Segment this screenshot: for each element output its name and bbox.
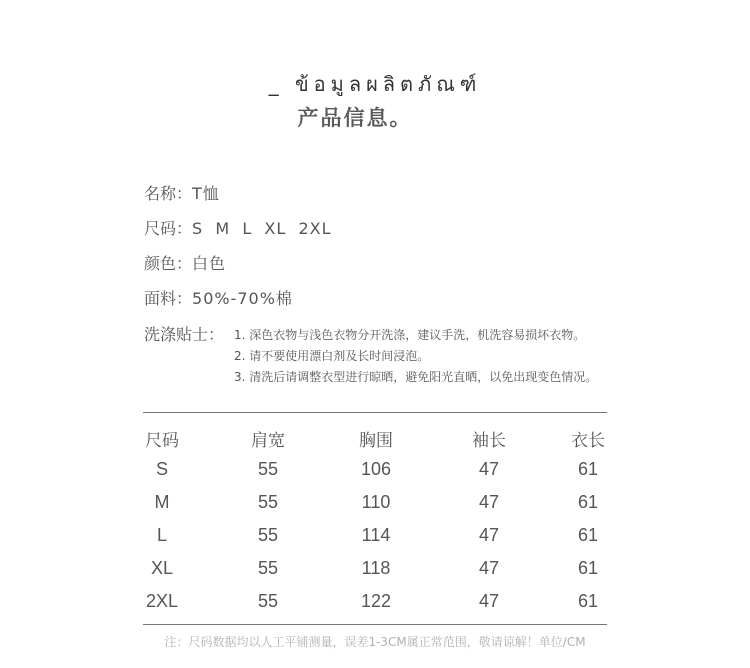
table-cell: XL	[150, 558, 174, 578]
care-tip-item: 3. 清洗后请调整衣型进行晾晒，避免阳光直晒，以免出现变色情况。	[234, 370, 598, 384]
product-fabric-label: 面料：	[144, 289, 193, 308]
table-header-cell: 袖长	[472, 431, 506, 451]
product-size-row	[144, 216, 332, 239]
table-cell: 55	[257, 459, 279, 479]
table-cell: 47	[478, 492, 500, 512]
table-cell: 47	[478, 558, 500, 578]
product-name-row	[144, 181, 220, 204]
table-row	[143, 552, 607, 585]
care-tips-label: 洗涤贴士：	[144, 325, 225, 344]
care-tip-item: 1. 深色衣物与浅色衣物分开洗涤，建议手洗，机洗容易损坏衣物。	[234, 328, 586, 342]
table-bottom-divider	[143, 624, 607, 625]
table-cell: 118	[361, 558, 391, 578]
table-cell: 61	[577, 525, 599, 545]
product-name-label: 名称：	[144, 184, 193, 203]
table-cell: 110	[361, 492, 391, 512]
table-cell: 61	[577, 459, 599, 479]
table-header-cell: 衣长	[571, 431, 605, 451]
product-color-label: 颜色：	[144, 254, 193, 273]
product-size-label: 尺码：	[144, 219, 193, 238]
care-tips-list	[234, 325, 597, 388]
table-row	[143, 453, 607, 486]
section-title-thai: _ ข้อมูลผลิตภัณฑ์	[268, 72, 482, 96]
product-color-value: 白色	[192, 254, 227, 273]
table-cell: 55	[257, 591, 279, 611]
table-cell: 122	[360, 591, 392, 611]
table-cell: 55	[257, 525, 279, 545]
table-cell: 47	[478, 591, 500, 611]
table-cell: 55	[257, 492, 279, 512]
table-cell: 106	[360, 459, 392, 479]
section-title-chinese: 产品信息。	[297, 106, 413, 130]
table-cell: 47	[478, 525, 500, 545]
product-name-value: T恤	[192, 184, 220, 203]
table-cell: M	[154, 492, 170, 512]
table-cell: 114	[361, 525, 391, 545]
care-tip-item: 2. 请不要使用漂白剂及长时间浸泡。	[234, 349, 430, 363]
table-header-cell: 尺码	[145, 431, 179, 451]
table-row	[143, 519, 607, 552]
table-cell: 47	[478, 459, 500, 479]
table-cell: 61	[577, 591, 599, 611]
table-header-row	[143, 420, 607, 453]
table-top-divider	[143, 412, 607, 413]
product-fabric-row	[144, 286, 293, 309]
table-header-cell: 肩宽	[251, 431, 285, 451]
table-row	[143, 585, 607, 618]
table-row	[143, 486, 607, 519]
table-cell: 55	[257, 558, 279, 578]
product-color-row	[144, 251, 226, 274]
product-size-value: S M L XL 2XL	[192, 219, 332, 238]
table-cell: 61	[577, 558, 599, 578]
table-header-cell: 胸围	[359, 431, 393, 451]
size-chart-table	[143, 420, 607, 618]
product-fabric-value: 50%-70%棉	[192, 289, 293, 308]
table-cell: L	[156, 525, 167, 545]
measurement-footnote: 注：尺码数据均以人工平铺测量，误差1-3CM属正常范围，敬请谅解！单位/CM	[164, 635, 586, 649]
table-cell: S	[155, 459, 168, 479]
table-cell: 61	[577, 492, 599, 512]
table-cell: 2XL	[145, 591, 179, 611]
